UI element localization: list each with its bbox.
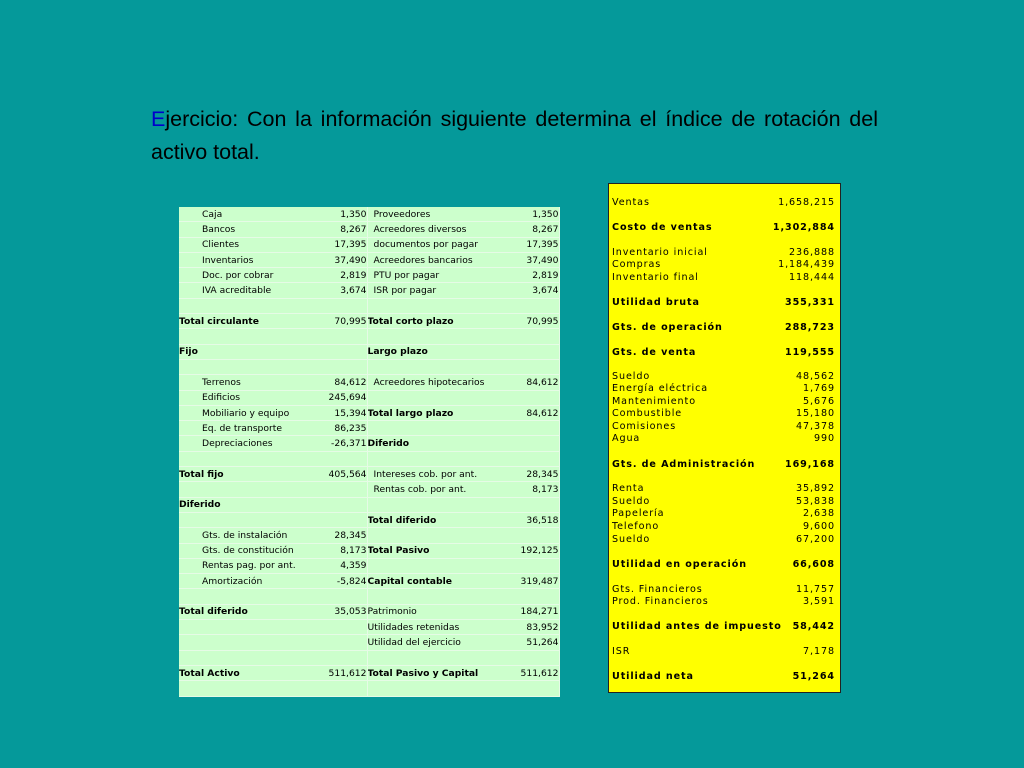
income-row (612, 458, 835, 471)
income-row (612, 558, 835, 571)
income-row (612, 595, 835, 608)
income-row (612, 520, 835, 533)
exercise-title (151, 103, 878, 169)
income-value: 51,264 (792, 671, 835, 682)
balance-row (179, 451, 559, 466)
income-label: Sueldo (612, 496, 651, 507)
liability-label: ISR por pagar (367, 283, 508, 298)
asset-value: 17,395 (313, 237, 367, 252)
liability-value: 84,612 (508, 405, 559, 420)
asset-value (313, 650, 367, 665)
income-label: Energía eléctrica (612, 383, 709, 394)
liability-value (508, 298, 559, 313)
income-label: Combustible (612, 408, 683, 419)
balance-row (179, 252, 559, 267)
income-value: 15,180 (796, 408, 835, 419)
income-label: Inventario inicial (612, 247, 708, 258)
income-label: Prod. Financieros (612, 596, 709, 607)
income-label: Inventario final (612, 272, 699, 283)
income-label: Papelería (612, 508, 665, 519)
income-value: 990 (813, 433, 835, 444)
balance-row (179, 681, 559, 696)
liability-label: Total Pasivo (367, 543, 508, 558)
balance-row (179, 237, 559, 252)
balance-row (179, 436, 559, 451)
balance-row (179, 405, 559, 420)
asset-label: Doc. por cobrar (179, 268, 313, 283)
asset-label (179, 635, 313, 650)
income-row (612, 321, 835, 334)
asset-label (179, 298, 313, 313)
liability-value (508, 329, 559, 344)
balance-row (179, 497, 559, 512)
liability-label (367, 497, 508, 512)
balance-row (179, 558, 559, 573)
asset-value (313, 298, 367, 313)
liability-label: Largo plazo (367, 344, 508, 359)
balance-row (179, 589, 559, 604)
income-row (612, 196, 835, 209)
asset-value (313, 451, 367, 466)
asset-value (313, 329, 367, 344)
balance-row (179, 344, 559, 359)
balance-row (179, 390, 559, 405)
liability-value (508, 589, 559, 604)
balance-row (179, 650, 559, 665)
balance-sheet-table (179, 207, 560, 697)
liability-value: 28,345 (508, 467, 559, 482)
balance-row (179, 298, 559, 313)
asset-label: Terrenos (179, 375, 313, 390)
income-label: Mantenimiento (612, 396, 696, 407)
income-label: Costo de ventas (612, 222, 713, 233)
asset-label: Depreciaciones (179, 436, 313, 451)
asset-label: Clientes (179, 237, 313, 252)
asset-label: Gts. de constitución (179, 543, 313, 558)
asset-label (179, 589, 313, 604)
income-row (612, 382, 835, 395)
asset-value: 8,173 (313, 543, 367, 558)
asset-label (179, 451, 313, 466)
asset-value: 2,819 (313, 268, 367, 283)
asset-label: Fijo (179, 344, 313, 359)
income-value: 119,555 (785, 347, 835, 358)
income-statement (608, 183, 841, 693)
asset-value: 4,359 (313, 558, 367, 573)
liability-value (508, 451, 559, 466)
income-row (612, 670, 835, 683)
liability-value (508, 359, 559, 374)
asset-label: Edificios (179, 390, 313, 405)
asset-label: Diferido (179, 497, 313, 512)
income-value: 11,757 (796, 584, 835, 595)
asset-label (179, 359, 313, 374)
income-value: 1,769 (803, 383, 835, 394)
liability-value: 192,125 (508, 543, 559, 558)
balance-row (179, 512, 559, 527)
liability-label: PTU por pagar (367, 268, 508, 283)
income-row (612, 507, 835, 520)
income-row (612, 620, 835, 633)
income-label: Gts. de venta (612, 347, 697, 358)
income-label: Gts. de operación (612, 322, 723, 333)
asset-label: Rentas pag. por ant. (179, 558, 313, 573)
liability-value (508, 436, 559, 451)
asset-value: 511,612 (313, 665, 367, 680)
liability-label (367, 451, 508, 466)
title-text: jercicio: Con la información siguiente determina el índice de rotación del activo total. (151, 107, 878, 164)
asset-value (313, 589, 367, 604)
asset-value (313, 497, 367, 512)
balance-row (179, 482, 559, 497)
income-value: 2,638 (803, 508, 835, 519)
income-label: Gts. de Administración (612, 459, 756, 470)
liability-label (367, 650, 508, 665)
balance-row (179, 375, 559, 390)
income-value: 9,600 (803, 521, 835, 532)
income-row (612, 221, 835, 234)
liability-label: Total Pasivo y Capital (367, 665, 508, 680)
income-label: Agua (612, 433, 641, 444)
asset-label: Caja (179, 207, 313, 222)
liability-value: 2,819 (508, 268, 559, 283)
liability-label: Capital contable (367, 574, 508, 589)
asset-label (179, 482, 313, 497)
asset-value: 8,267 (313, 222, 367, 237)
liability-value: 319,487 (508, 574, 559, 589)
asset-label: Amortización (179, 574, 313, 589)
asset-label: Total diferido (179, 604, 313, 619)
balance-row (179, 574, 559, 589)
liability-value: 3,674 (508, 283, 559, 298)
balance-row (179, 467, 559, 482)
liability-label (367, 589, 508, 604)
liability-value (508, 497, 559, 512)
income-value: 1,302,884 (772, 222, 835, 233)
asset-value (313, 620, 367, 635)
liability-value (508, 681, 559, 696)
asset-value (313, 681, 367, 696)
income-label: Utilidad bruta (612, 297, 700, 308)
liability-label: Total diferido (367, 512, 508, 527)
income-label: Sueldo (612, 534, 651, 545)
liability-label: Total corto plazo (367, 314, 508, 329)
liability-value (508, 344, 559, 359)
income-row (612, 346, 835, 359)
income-value: 47,378 (796, 421, 835, 432)
liability-value: 511,612 (508, 665, 559, 680)
asset-value: 37,490 (313, 252, 367, 267)
asset-value: 15,394 (313, 405, 367, 420)
balance-row (179, 620, 559, 635)
income-label: Renta (612, 483, 645, 494)
liability-label (367, 681, 508, 696)
income-label: Utilidad en operación (612, 559, 747, 570)
liability-label: Utilidad del ejercicio (367, 635, 508, 650)
income-label: Ventas (612, 197, 650, 208)
balance-row (179, 222, 559, 237)
liability-value (508, 390, 559, 405)
income-value: 67,200 (796, 534, 835, 545)
liability-value: 37,490 (508, 252, 559, 267)
asset-label (179, 650, 313, 665)
balance-row (179, 421, 559, 436)
liability-value: 1,350 (508, 207, 559, 222)
liability-value (508, 558, 559, 573)
asset-label: IVA acreditable (179, 283, 313, 298)
liability-label (367, 359, 508, 374)
liability-label: documentos por pagar (367, 237, 508, 252)
asset-value (313, 359, 367, 374)
income-value: 58,442 (792, 621, 835, 632)
liability-value: 70,995 (508, 314, 559, 329)
balance-row (179, 207, 559, 222)
liability-value: 17,395 (508, 237, 559, 252)
liability-label: Proveedores (367, 207, 508, 222)
liability-label: Total largo plazo (367, 405, 508, 420)
income-label: Comisiones (612, 421, 677, 432)
asset-label (179, 329, 313, 344)
balance-row (179, 268, 559, 283)
liability-label: Acreedores diversos (367, 222, 508, 237)
income-value: 7,178 (803, 646, 835, 657)
income-value: 288,723 (785, 322, 835, 333)
income-value: 1,658,215 (778, 197, 835, 208)
liability-label: Intereses cob. por ant. (367, 467, 508, 482)
income-value: 53,838 (796, 496, 835, 507)
asset-value: 86,235 (313, 421, 367, 436)
balance-row (179, 283, 559, 298)
balance-row (179, 314, 559, 329)
income-row (612, 645, 835, 658)
income-label: ISR (612, 646, 631, 657)
liability-value: 84,612 (508, 375, 559, 390)
liability-label: Diferido (367, 436, 508, 451)
asset-value: 70,995 (313, 314, 367, 329)
asset-label (179, 512, 313, 527)
liability-value: 184,271 (508, 604, 559, 619)
asset-label: Eq. de transporte (179, 421, 313, 436)
income-value: 35,892 (796, 483, 835, 494)
liability-value: 83,952 (508, 620, 559, 635)
liability-label (367, 528, 508, 543)
balance-row (179, 604, 559, 619)
liability-label: Patrimonio (367, 604, 508, 619)
asset-value (313, 635, 367, 650)
income-row (612, 296, 835, 309)
income-value: 169,168 (785, 459, 835, 470)
liability-label (367, 421, 508, 436)
asset-value: 3,674 (313, 283, 367, 298)
asset-value: 1,350 (313, 207, 367, 222)
income-row (612, 482, 835, 495)
asset-value: 84,612 (313, 375, 367, 390)
asset-value (313, 482, 367, 497)
liability-value (508, 528, 559, 543)
income-value: 5,676 (803, 396, 835, 407)
liability-label (367, 329, 508, 344)
income-label: Compras (612, 259, 662, 270)
liability-label: Utilidades retenidas (367, 620, 508, 635)
income-row (612, 432, 835, 445)
balance-row (179, 359, 559, 374)
liability-label: Acreedores hipotecarios (367, 375, 508, 390)
income-label: Utilidad neta (612, 671, 694, 682)
asset-label: Total Activo (179, 665, 313, 680)
asset-value: 28,345 (313, 528, 367, 543)
liability-value (508, 650, 559, 665)
liability-value: 36,518 (508, 512, 559, 527)
balance-row (179, 543, 559, 558)
balance-row (179, 329, 559, 344)
balance-row (179, 635, 559, 650)
income-label: Utilidad antes de impuesto (612, 621, 782, 632)
liability-label (367, 298, 508, 313)
asset-value: 245,694 (313, 390, 367, 405)
income-value: 236,888 (789, 247, 835, 258)
income-label: Telefono (612, 521, 660, 532)
liability-value: 8,173 (508, 482, 559, 497)
income-value: 3,591 (803, 596, 835, 607)
title-first-letter: E (151, 107, 166, 131)
asset-label: Total fijo (179, 467, 313, 482)
income-row (612, 407, 835, 420)
asset-label: Gts. de instalación (179, 528, 313, 543)
asset-label: Bancos (179, 222, 313, 237)
asset-value (313, 512, 367, 527)
asset-label: Total circulante (179, 314, 313, 329)
asset-value: 35,053 (313, 604, 367, 619)
liability-label: Acreedores bancarios (367, 252, 508, 267)
income-value: 66,608 (792, 559, 835, 570)
income-value: 118,444 (789, 272, 835, 283)
asset-value: -26,371 (313, 436, 367, 451)
income-label: Sueldo (612, 371, 651, 382)
asset-value: -5,824 (313, 574, 367, 589)
asset-label: Inventarios (179, 252, 313, 267)
income-row (612, 258, 835, 271)
income-value: 1,184,439 (778, 259, 835, 270)
liability-label: Rentas cob. por ant. (367, 482, 508, 497)
income-value: 355,331 (785, 297, 835, 308)
income-row (612, 533, 835, 546)
income-row (612, 271, 835, 284)
asset-label (179, 681, 313, 696)
asset-label (179, 620, 313, 635)
asset-value (313, 344, 367, 359)
liability-value (508, 421, 559, 436)
balance-row (179, 528, 559, 543)
balance-row (179, 665, 559, 680)
liability-label (367, 558, 508, 573)
asset-label: Mobiliario y equipo (179, 405, 313, 420)
asset-value: 405,564 (313, 467, 367, 482)
liability-value: 8,267 (508, 222, 559, 237)
liability-label (367, 390, 508, 405)
income-label: Gts. Financieros (612, 584, 703, 595)
liability-value: 51,264 (508, 635, 559, 650)
income-value: 48,562 (796, 371, 835, 382)
